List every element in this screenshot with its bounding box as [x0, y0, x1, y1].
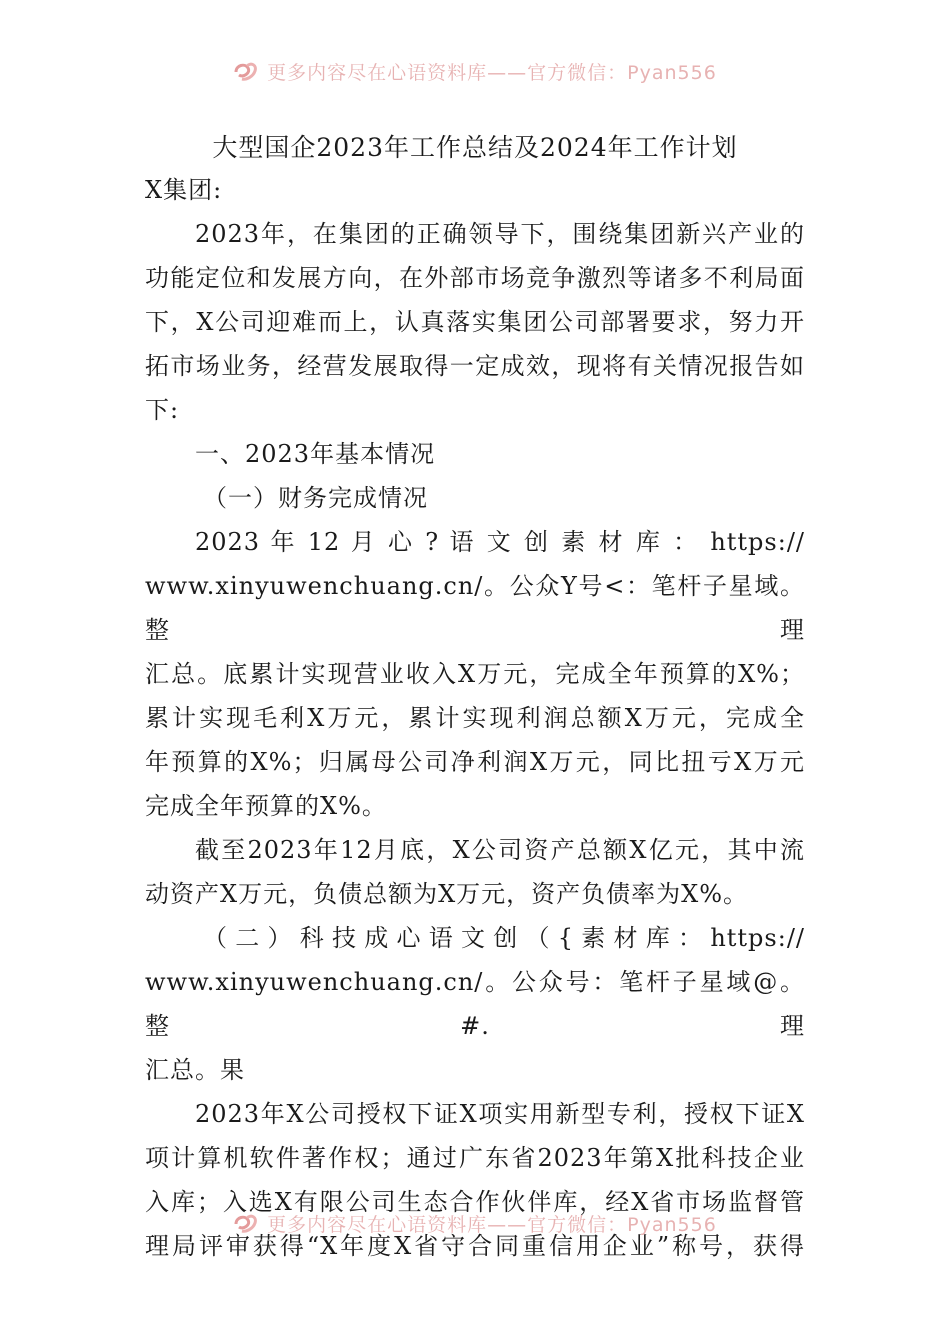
document-title: 大型国企2023年工作总结及2024年工作计划	[212, 133, 738, 162]
addressee: X集团:	[145, 176, 223, 204]
watermark-logo-icon	[233, 60, 259, 82]
paragraph-line: 完成全年预算的X%。	[145, 792, 387, 820]
paragraph-line: 下，X公司迎难而上，认真落实集团公司部署要求，努力开	[145, 308, 805, 336]
assets-paragraph	[145, 828, 805, 916]
paragraph-line: 2023 年 12 月 心 ? 语 文 创 素 材 库 ： https://	[195, 528, 805, 556]
paragraph-line: 累计实现毛利X万元，累计实现利润总额X万元，完成全	[145, 704, 805, 732]
document-body	[145, 128, 805, 1268]
paragraph-line: 年预算的X%；归属母公司净利润X万元，同比扭亏X万元	[145, 748, 805, 776]
paragraph-line: 2023年，在集团的正确领导下，围绕集团新兴产业的	[195, 220, 805, 248]
paragraph-line: 截至2023年12月底，X公司资产总额X亿元，其中流	[195, 836, 805, 864]
watermark-text: 更多内容尽在心语资料库——官方微信：Pyan556	[267, 62, 717, 84]
paragraph-line: 汇总。底累计实现营业收入X万元，完成全年预算的X%；	[145, 660, 805, 688]
watermark-top	[0, 58, 950, 85]
paragraph-line: 功能定位和发展方向，在外部市场竞争激烈等诸多不利局面	[145, 264, 805, 292]
section-heading: 一、2023年基本情况	[195, 440, 436, 468]
paragraph-line: 拓市场业务，经营发展取得一定成效，现将有关情况报告如	[145, 352, 805, 380]
subsection-heading-tech	[145, 916, 805, 1092]
watermark-bottom	[0, 1210, 950, 1237]
paragraph-line: 入库；入选X有限公司生态合作伙伴库，经X省市场监督管	[145, 1188, 805, 1216]
paragraph-line: 汇总。果	[145, 1056, 245, 1084]
paragraph-line: 动资产X万元，负债总额为X万元，资产负债率为X%。	[145, 880, 749, 908]
paragraph-line: 下:	[145, 396, 180, 424]
paragraph-line: （二）科技成心语文创（{素材库：https://	[203, 924, 805, 952]
watermark-logo-icon	[233, 1212, 259, 1234]
tech-paragraph	[145, 1092, 805, 1268]
subsection-heading: （一）财务完成情况	[203, 484, 428, 512]
paragraph-line: 2023年X公司授权下证X项实用新型专利，授权下证X	[195, 1100, 805, 1128]
paragraph-line: 理局评审获得“X年度X省守合同重信用企业”称号，获得	[145, 1232, 805, 1260]
finance-paragraph	[145, 520, 805, 828]
intro-paragraph	[145, 212, 805, 432]
watermark-text: 更多内容尽在心语资料库——官方微信：Pyan556	[267, 1214, 717, 1236]
paragraph-line: 项计算机软件著作权；通过广东省2023年第X批科技企业	[145, 1144, 805, 1172]
paragraph-line: www.xinyuwenchuang.cn/。公众Y号<：笔杆子星域。整理	[145, 572, 805, 644]
paragraph-line: www.xinyuwenchuang.cn/。公众号：笔杆子星域@。整#.理	[145, 968, 805, 1040]
